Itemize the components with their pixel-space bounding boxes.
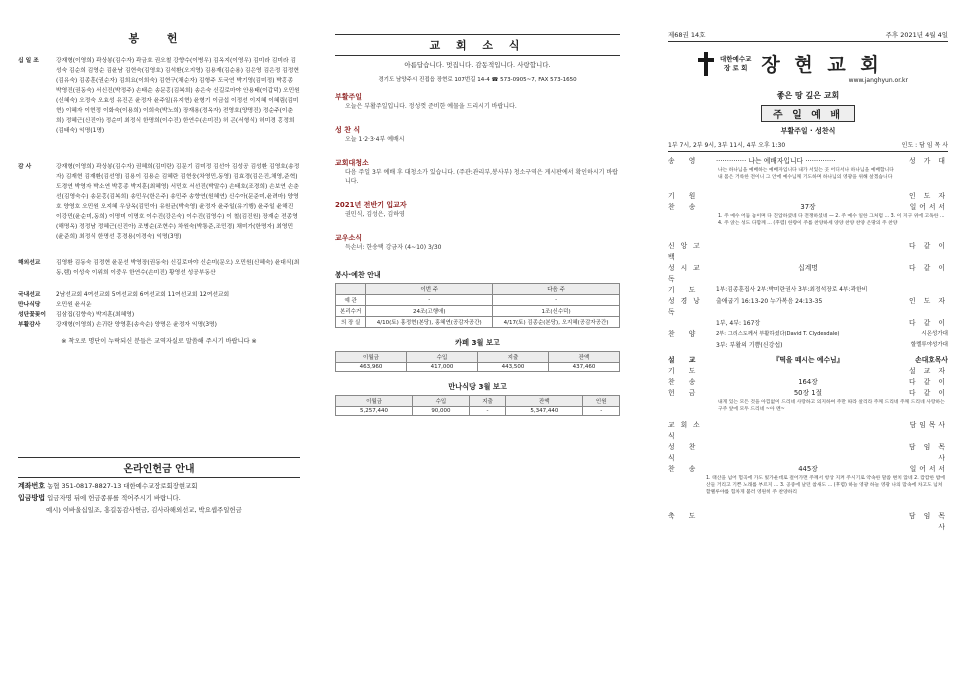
news-title: 교 회 소 식 [429,39,526,52]
table-header-row [336,396,620,407]
news-item-body: 오늘은 부활주일입니다. 정성껏 준비한 예물을 드리시기 바랍니다. [345,103,517,110]
news-item-title: 교우소식 [335,234,363,242]
order-content: 445장 [798,465,818,473]
order-row [668,296,948,318]
online-offering-title: 온라인헌금 안내 [123,464,195,475]
table-header: 이번 주 [366,284,493,295]
news-item-title: 성 찬 식 [335,126,361,134]
worship-subtitle: 부활주일 · 성찬식 [780,127,836,135]
order-item [668,340,716,351]
omission-note: ※ 착오로 명단이 누락되신 분들은 교역자실로 말씀해 주시기 바랍니다 ※ [61,338,257,345]
order-content [716,366,900,377]
order-content: 1부, 4부: 167장 [716,320,761,327]
table-header-row [336,284,620,295]
order-leader: 다 같 이 [908,378,948,386]
order-content: 3부: 부활의 기쁨(신강섭) [716,342,783,349]
table-cell: 24조(고행애) [366,306,493,317]
news-list [335,92,620,252]
offering-row [18,290,300,300]
news-item-body: 다음 주일 3부 예배 후 대청소가 있습니다. (주관:관리부,봉사부) 청소구역은 게시판에서 확인하시기 바랍니다. [345,169,618,185]
issue-number: 제68권 14호 [668,31,706,39]
hymn-lyrics: 1. 주 예수 어둠 놓이며 다 진압하셨네 다 전쟁하셨네 — 2. 주 예수 일한 그처럼 ... 3. 이 지구 위에 고독한 ... 4. 주 앉는 성도 다함께 ... (후렴) 한량이 주를 찬양하세 양양 찬양 찬양 온땅의 주 찬양 [718,214,945,226]
order-item: 찬 양 [668,330,702,338]
order-item: 기 도 [668,286,702,294]
table-header [336,284,366,295]
offering-row [18,310,300,320]
news-item-title: 교회대청소 [335,159,369,167]
table-header: 이월금 [336,396,413,407]
greeting: 아름답습니다. 멋집니다. 감동적입니다. 사랑합니다. [404,61,551,69]
offering-list [18,56,300,330]
account-line [18,480,300,492]
order-leader: 다 같 이 [908,389,948,397]
order-row [668,285,948,296]
order-leader: 할렐루야성가대 [910,342,948,348]
table-header-row [336,352,620,363]
order-row [668,420,948,442]
table-header: 인원 [583,396,620,407]
offering-label: 해외선교 [18,260,41,266]
order-row [668,340,948,351]
account-number: 농협 351-0817-8827-13 대한예수교장로회장현교회 [47,482,198,490]
table-header: 수입 [407,352,478,363]
service-times: 1부 7시, 2부 9시, 3부 11시, 4부 오후 1:30 [668,142,786,149]
worship-label: 주 일 예 배 [761,105,855,122]
order-row [668,388,948,399]
issue-date: 주후 2021년 4월 4일 [885,31,948,39]
order-item: 찬 송 [668,378,702,386]
news-item-body: 득손녀: 한송택 강금자 (4~10) 3/30 [345,244,442,251]
divider [335,34,620,35]
website: www.janghyun.or.kr [848,77,908,84]
order-content: 1부:김종훈집사 2부:박미란권사 3부:최정석장로 4부:곽한비 [716,287,868,293]
table-cell: 417,000 [407,363,478,372]
offering-title: 봉 헌 [128,32,190,45]
manna-report-title: 만나식당 3월 보고 [448,382,507,391]
sermon-title: 『떡을 떼시는 예수님』 [772,356,844,364]
offering-lyrics: 내게 있는 모든 것을 아낌없이 드리네 사랑하고 의지하여 주만 따라 살리라 주께 드리네 주께 드리네 사랑하는 구주 앞에 모두 드리네 ~아 멘~ [718,400,945,412]
offering-row [18,320,300,330]
order-content: 50장 1절 [793,389,823,397]
order-leader: 담 임 목 사 [908,512,948,531]
method-label: 입금방법 [18,494,46,502]
table-cell: 4/17(토) 김종순(본당), 오지혜(공감자공간) [493,317,620,328]
worship-order-page [668,0,948,678]
order-leader: 일어서서 [909,465,948,473]
closing-hymn-lyrics: 1. 태산을 넘어 험곡에 가도 빛가운데로 걸어가면 주께서 항상 지켜 주시기로 약속한 말씀 변치 않네 2. 캄캄한 밤에 산들 거리고 기쁜 노래를 부르지 ... 3. 공중에 날던 참새도 ... (후렴) 하늘 영광 하늘 영광 나의 맘속에 차고도 넘쳐 할렐루야를 힘차게 불러 영원히 주 찬양하리 [706,476,945,495]
order-content [716,511,900,533]
order-leader [900,285,948,296]
order-row [668,202,948,213]
order-content: 37장 [800,203,816,211]
divider [18,477,300,478]
table-row [336,317,620,328]
cafe-report-title: 카페 3월 보고 [455,338,500,347]
order-row [668,318,948,329]
service-leader: 인도 : 담 임 목 사 [901,142,948,149]
table-row [336,295,620,306]
order-leader: 다 같 이 [908,319,948,327]
order-leader: 인 도 자 [908,192,948,200]
order-item: 찬 송 [668,465,702,473]
offering-row [18,300,300,310]
offering-label: 국내선교 [18,292,41,298]
slogan: 좋은 땅 깊은 교회 [776,91,840,100]
order-item: 교회소식 [668,421,706,440]
church-address: 경기도 남양주시 진접읍 장현로 107번길 14-4 ☎ 573-0905~7, FAX 573-1650 [378,77,577,83]
order-row [668,355,948,366]
order-item: 헌 금 [668,389,702,397]
offering-text: 오민원 윤서운 [56,302,92,308]
news-item-body: 오늘 1·2·3·4부 예배시 [345,136,405,143]
issue-bar [668,30,948,42]
table-cell: 의 장 실 [336,317,366,328]
order-content [716,241,900,263]
table-header: 잔액 [549,352,620,363]
order-row [668,191,948,202]
order-of-worship [668,156,948,533]
table-cell: - [493,295,620,306]
table-cell: 437,460 [549,363,620,372]
table-header: 다음 주 [493,284,620,295]
lyrics: 내 몸은 거룩한 전이니 그 안에 예수님께 기도하며 하나님의 영광을 위해 살겠습니다 [718,175,893,180]
order-leader: 다 같 이 [908,264,948,272]
table-header: 잔액 [506,396,583,407]
table-header: 수입 [413,396,470,407]
table-cell: 443,500 [478,363,549,372]
order-item: 성시교독 [668,264,706,283]
table-cell: 5,257,440 [336,407,413,416]
table-cell: - [469,407,506,416]
order-leader: 다 같 이 [908,242,948,250]
table-row [336,363,620,372]
order-leader: 일어서서 [909,203,948,211]
order-row [668,377,948,388]
table-cell: 본리수거 [336,306,366,317]
order-leader: 시온성가대 [921,331,948,337]
table-cell: - [583,407,620,416]
table-cell: - [366,295,493,306]
table-cell: 90,000 [413,407,470,416]
order-leader: 성 가 대 [908,157,948,165]
table-cell: 1조(신수덕) [493,306,620,317]
divider [335,55,620,56]
order-content: 십계명 [798,264,818,272]
order-leader: 손대호목사 [915,356,948,364]
order-content [716,420,900,442]
online-offering-box [18,457,300,516]
method-example: 예시) 이바울십일조, 홍길동감사헌금, 김사라해외선교, 박요셉주일헌금 [46,506,242,514]
offering-row [18,258,300,290]
service-times-bar [668,140,948,152]
offering-label: 만나식당 [18,302,41,308]
denomination [720,55,751,73]
offering-text: 강재형(이영희) 손귀란 양영훈(송숙순) 양명은 윤정자 익명(3명) [56,322,217,328]
service-table [335,283,620,328]
order-content [716,191,900,202]
offering-label: 성단꽃꽂이 [18,312,46,318]
offering-text: 2남선교회 4여선교회 5여선교회 6여선교회 11여선교회 12여선교회 [56,292,230,298]
table-header: 지출 [478,352,549,363]
table-cell: 5,347,440 [506,407,583,416]
offering-row [18,56,300,162]
offering-text: 김삼집(김향숙) 박지훈(최혜영) [56,312,135,318]
service-title: 봉사·예찬 안내 [335,271,381,279]
table-header: 이월금 [336,352,407,363]
offering-label: 감 사 [18,164,32,170]
church-header [668,50,948,77]
church-name: 장 현 교 회 [761,54,883,76]
cross-logo-icon [698,52,714,76]
order-content: 2부: 그리스도께서 부활하셨다(David T. Clydesdale) [716,331,840,337]
denomination-line: 장 로 회 [724,63,748,72]
news-item-title: 부활주일 [335,93,363,101]
order-row [668,329,948,340]
table-cell: 463,960 [336,363,407,372]
offering-text: 강재형(이영희) 곽상봉(김수자) 권혜희(김미란) 김문기 김미정 김선아 김성공 김성환 김영호(송정자) 김재현 김재환(김선영) 김용이 김용순 김혜란 김현웅(차영민,동영) 김효경(김은진,채영,준혁) 도경연 박영자 박소연 박홍종 박지훈(최혜영) 서민호 서선진(박말수) 손태호(조경희) 손보연 손춘선(김영숙수) 송문홍(김복희) 송민우(한은주) 송민주 송향연(원혜연) 신수아(문준미,윤려마) 양영호 양영호 오민원 오지혜 우상옥(김민아) 유원균(박숙영) 윤정자 윤주일(유기행) 윤주일 윤해진 이강민(윤순미,동희) 이명미 이명호 이수진(강은숙) 이수진(김영수) 이 철(김진원) 장재순 전종영(해명옥) 정정남 정혜근(신진아) 조병순(조현수) 차원숙(박통준,조민경) 채미가(한명자) 최영민(윤준희) 최정식 한명선 홍경용(이경숙) 익명(3명) [56,164,300,240]
lyrics: 나는 하나님을 예배하는 예배자입니다 내가 서있는 곳 어디서나 하나님을 예배합니다 [718,168,894,173]
news-item-body: 권민식, 김성은, 김하영 [345,211,405,218]
table-header: 지출 [469,396,506,407]
order-item: 성경낭독 [668,297,706,316]
order-item: 기 원 [668,192,702,200]
order-item: 축 도 [668,512,702,520]
offering-page [18,0,300,678]
offering-label: 십 일 조 [18,58,39,64]
order-row [668,263,948,285]
order-content: ·············· 나는 예배자입니다 ·············· [716,157,836,165]
table-row [336,407,620,416]
order-content [716,442,900,464]
cafe-report-table [335,351,620,372]
order-item: 송 영 [668,157,702,165]
denomination-line: 대한예수교 [720,54,752,63]
order-item: 성 찬 식 [668,443,702,462]
order-row [668,156,948,167]
manna-report-table [335,395,620,416]
order-item [668,318,716,329]
order-row [668,464,948,475]
offering-text: 김영환 김동숙 김정현 윤문선 박영장(권동숙) 신길로마야 신순미(문오) 오민원(신혜숙) 윤대식(최동,렘) 이성숙 이위희 이중우 한연수(손미진) 황영선 성공부동산 [56,260,300,276]
church-news-page [335,0,620,678]
table-cell: 4/10(토) 홍정현(본당), 홍혜연(공감자공간) [366,317,493,328]
order-content: 164장 [798,378,818,386]
order-content: 출애굽기 16:13-20 누가복음 24:13-35 [716,298,823,305]
table-row [336,306,620,317]
order-leader: 담 임 목 사 [908,443,948,462]
order-item: 설 교 [668,356,702,364]
table-cell: 예 관 [336,295,366,306]
order-leader: 담임목사 [909,421,948,429]
order-row [668,511,948,533]
order-row [668,366,948,377]
order-item: 기 도 [668,367,702,375]
divider [18,457,300,458]
order-row [668,442,948,464]
news-item-title: 2021년 전반기 입교자 [335,201,407,209]
method-line [18,492,300,504]
offering-row [18,162,300,258]
order-row [668,241,948,263]
account-label: 계좌번호 [18,482,46,490]
offering-label: 부활감사 [18,322,41,328]
order-leader: 인 도 자 [908,297,948,305]
method-text: 입금자명 뒤에 헌금종류를 적어주시기 바랍니다. [47,494,181,502]
order-item: 찬 송 [668,203,702,211]
order-leader: 설 교 자 [908,367,948,375]
offering-text: 강재형(이영희) 곽상봉(김수자) 곽금호 권오철 강향수(이병우) 김옥지(이영우) 김미라 김미라 김성숙 김순희 김영순 김윤남 김현숙(김영호) 김석환(오지영) 김용재(김순용) 김은영 김은정 김정현(김유숙) 김종훈(권순자) 김희요(이희숙) 김현구(채순자) 김형주 도국연 박기영(김미정) 박홍종 박영진(권동숙) 서신진(박정주) 손태순 송문홍(김복희) 송은숙 신길로마야 안용태(이갑덕) 오민원(신혜숙) 오정숙 오효성 유진곤 윤정자 윤주일(유지현) 윤형기 이금섭 이정선 이지혜 이혜림(김미현) 이혜자 이현정 이화숙(이용희) 이희숙(박노희) 장재용(정옥자) 전영호(양명진) 정순주(이춘희) 정혜근(신진아) 정순미 최정식 한명희(이수진) 한연수(손미진) 허 곤(서형식) 허미경 홍정희(김태숙) 익명(1명) [56,58,300,134]
order-item: 신앙고백 [668,242,706,261]
